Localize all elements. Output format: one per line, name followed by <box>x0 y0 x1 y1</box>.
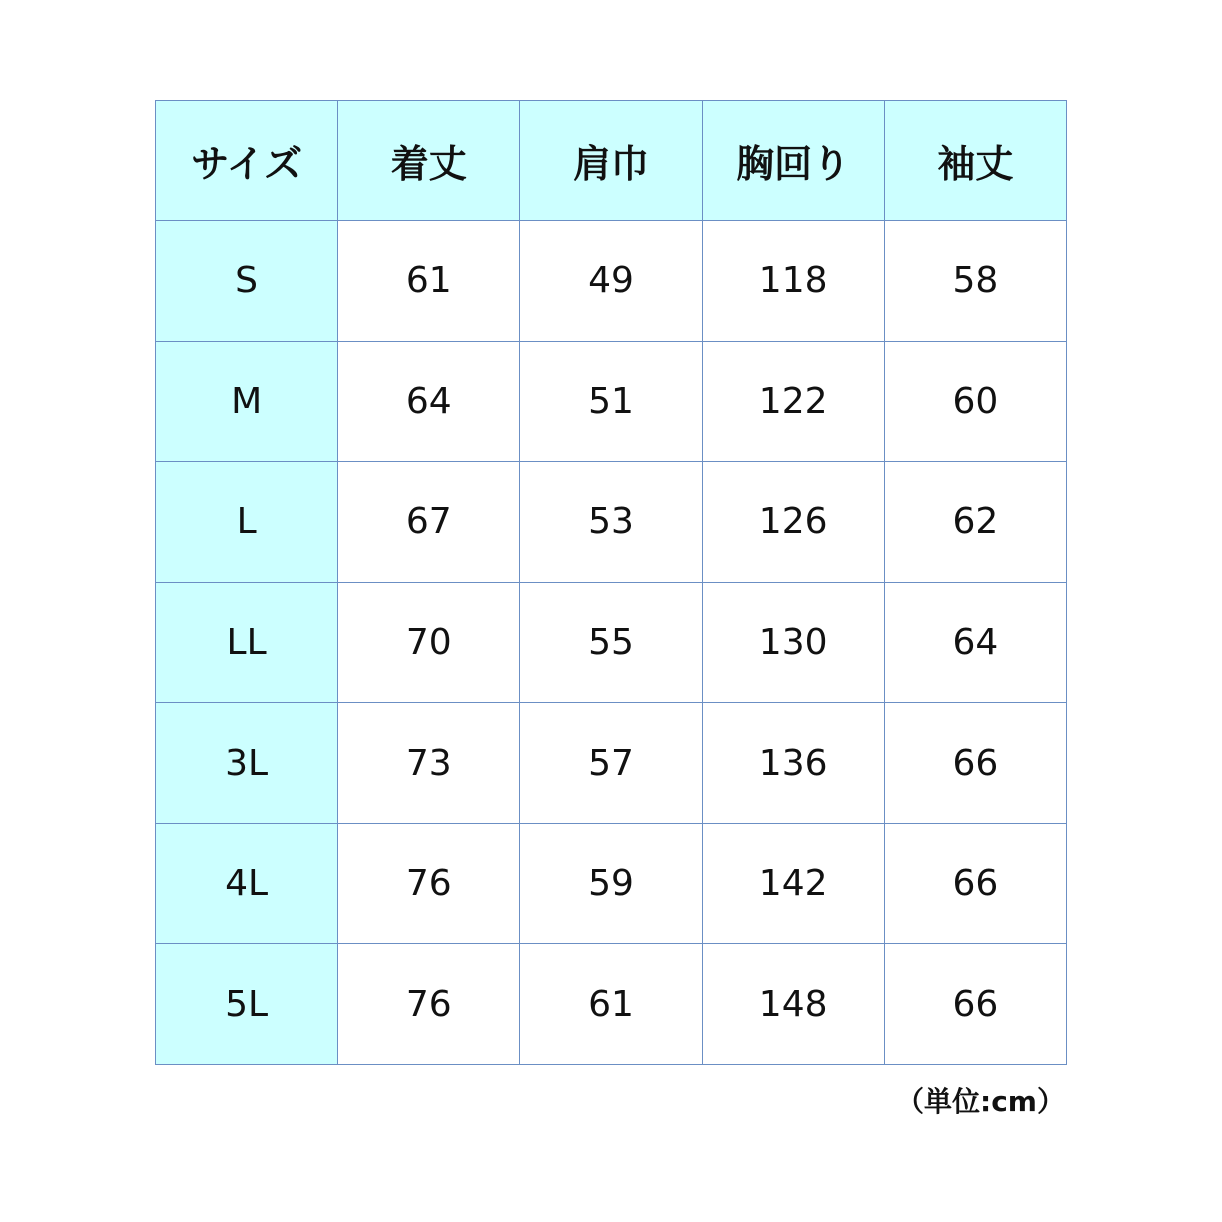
length-cell: 61 <box>338 221 520 342</box>
sleeve-length-cell: 60 <box>884 341 1066 462</box>
length-cell: 76 <box>338 823 520 944</box>
chest-cell: 148 <box>702 944 884 1065</box>
table-row <box>156 823 1067 944</box>
header-sleeve-length: 袖丈 <box>884 101 1066 221</box>
sleeve-length-cell: 64 <box>884 582 1066 703</box>
size-cell: 4L <box>156 823 338 944</box>
shoulder-width-cell: 53 <box>520 462 702 583</box>
table-row <box>156 462 1067 583</box>
header-chest: 胸回り <box>702 101 884 221</box>
length-cell: 64 <box>338 341 520 462</box>
size-cell: 5L <box>156 944 338 1065</box>
header-shoulder-width: 肩巾 <box>520 101 702 221</box>
chest-cell: 118 <box>702 221 884 342</box>
chest-cell: 136 <box>702 703 884 824</box>
length-cell: 73 <box>338 703 520 824</box>
chest-cell: 142 <box>702 823 884 944</box>
shoulder-width-cell: 61 <box>520 944 702 1065</box>
table-row <box>156 221 1067 342</box>
header-length: 着丈 <box>338 101 520 221</box>
length-cell: 76 <box>338 944 520 1065</box>
shoulder-width-cell: 57 <box>520 703 702 824</box>
shoulder-width-cell: 55 <box>520 582 702 703</box>
sleeve-length-cell: 66 <box>884 823 1066 944</box>
size-cell: L <box>156 462 338 583</box>
sleeve-length-cell: 66 <box>884 703 1066 824</box>
chest-cell: 122 <box>702 341 884 462</box>
shoulder-width-cell: 49 <box>520 221 702 342</box>
table-row <box>156 341 1067 462</box>
length-cell: 67 <box>338 462 520 583</box>
size-cell: S <box>156 221 338 342</box>
unit-note: （単位:cm） <box>896 1085 1065 1118</box>
sleeve-length-cell: 62 <box>884 462 1066 583</box>
size-cell: LL <box>156 582 338 703</box>
shoulder-width-cell: 59 <box>520 823 702 944</box>
sleeve-length-cell: 66 <box>884 944 1066 1065</box>
header-size: サイズ <box>156 101 338 221</box>
chest-cell: 126 <box>702 462 884 583</box>
table-body <box>156 221 1067 1065</box>
size-cell: 3L <box>156 703 338 824</box>
shoulder-width-cell: 51 <box>520 341 702 462</box>
sleeve-length-cell: 58 <box>884 221 1066 342</box>
length-cell: 70 <box>338 582 520 703</box>
table-header <box>156 101 1067 221</box>
size-table <box>155 100 1067 1065</box>
table-row <box>156 703 1067 824</box>
chest-cell: 130 <box>702 582 884 703</box>
size-cell: M <box>156 341 338 462</box>
table-row <box>156 944 1067 1065</box>
table-row <box>156 582 1067 703</box>
header-row <box>156 101 1067 221</box>
